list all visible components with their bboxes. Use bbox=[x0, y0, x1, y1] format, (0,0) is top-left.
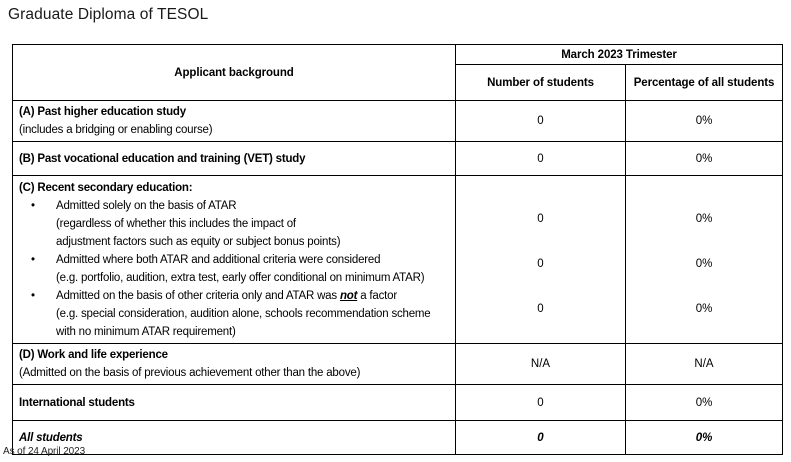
row-international-number: 0 bbox=[456, 385, 626, 421]
bullet2-line1: Admitted where both ATAR and additional criteria were considered bbox=[56, 254, 381, 266]
row-international-percentage: 0% bbox=[626, 385, 783, 421]
bullet-icon: • bbox=[31, 254, 35, 266]
row-c-number-cell bbox=[456, 176, 626, 344]
row-a-percentage: 0% bbox=[626, 101, 783, 142]
table-row-c bbox=[13, 176, 783, 344]
row-b-percentage: 0% bbox=[626, 142, 783, 176]
table-row-d bbox=[13, 344, 783, 385]
row-c-title: (C) Recent secondary education: bbox=[19, 182, 193, 194]
row-d-percentage: N/A bbox=[626, 344, 783, 385]
row-a-label bbox=[13, 101, 456, 142]
bullet1-line2: (regardless of whether this includes the impact of bbox=[56, 218, 296, 230]
row-all-number: 0 bbox=[456, 421, 626, 455]
bullet3-line1: Admitted on the basis of other criteria only and ATAR was not a factor bbox=[56, 290, 397, 302]
footnote-as-of-date: As of 24 April 2023 bbox=[3, 446, 86, 457]
row-international-title: International students bbox=[19, 396, 135, 409]
row-c-percentage-cell bbox=[626, 176, 783, 344]
row-c-bullet-atar-plus-criteria bbox=[19, 251, 451, 287]
row-a-number: 0 bbox=[456, 101, 626, 142]
col-header-percentage-of-students: Percentage of all students bbox=[626, 65, 783, 101]
row-c-bullet-other-criteria bbox=[19, 287, 451, 341]
table-row-b bbox=[13, 142, 783, 176]
bullet1-percentage: 0% bbox=[695, 213, 713, 225]
row-c-label bbox=[13, 176, 456, 344]
bullet3-line2: (e.g. special consideration, audition alone, schools recommendation scheme bbox=[56, 308, 431, 320]
emphasized-not: not bbox=[339, 290, 358, 302]
table-row-international bbox=[13, 385, 783, 421]
row-international-label bbox=[13, 385, 456, 421]
row-d-number: N/A bbox=[456, 344, 626, 385]
admissions-table bbox=[12, 44, 783, 455]
row-a-note: (includes a bridging or enabling course) bbox=[19, 124, 213, 136]
bullet1-line1: Admitted solely on the basis of ATAR bbox=[56, 200, 237, 212]
row-b-title: (B) Past vocational education and training (VET) study bbox=[19, 152, 306, 165]
col-header-applicant-background: Applicant background bbox=[13, 45, 456, 101]
bullet3-number: 0 bbox=[537, 303, 544, 315]
bullet2-number: 0 bbox=[537, 258, 544, 270]
bullet-icon: • bbox=[31, 200, 35, 212]
row-b-number: 0 bbox=[456, 142, 626, 176]
header-row-trimester bbox=[13, 45, 783, 65]
row-c-bullet-atar-only bbox=[19, 197, 451, 251]
row-d-note: (Admitted on the basis of previous achievement other than the above) bbox=[19, 367, 361, 379]
col-header-trimester: March 2023 Trimester bbox=[456, 45, 783, 65]
page-title: Graduate Diploma of TESOL bbox=[8, 6, 209, 23]
bullet3-percentage: 0% bbox=[695, 303, 713, 315]
row-d-label bbox=[13, 344, 456, 385]
row-all-title: All students bbox=[19, 431, 83, 444]
row-d-title: (D) Work and life experience bbox=[19, 349, 168, 361]
bullet3-line3: with no minimum ATAR requirement) bbox=[56, 326, 236, 338]
row-b-label bbox=[13, 142, 456, 176]
bullet2-line2: (e.g. portfolio, audition, extra test, early offer conditional on minimum ATAR) bbox=[56, 272, 425, 284]
table-row-all-students bbox=[13, 421, 783, 455]
row-all-percentage: 0% bbox=[626, 421, 783, 455]
row-a-title: (A) Past higher education study bbox=[19, 106, 186, 118]
col-header-number-of-students: Number of students bbox=[456, 65, 626, 101]
bullet1-line3: adjustment factors such as equity or subject bonus points) bbox=[56, 236, 341, 248]
table-row-a bbox=[13, 101, 783, 142]
bullet1-number: 0 bbox=[537, 213, 544, 225]
bullet-icon: • bbox=[31, 290, 35, 302]
bullet2-percentage: 0% bbox=[695, 258, 713, 270]
